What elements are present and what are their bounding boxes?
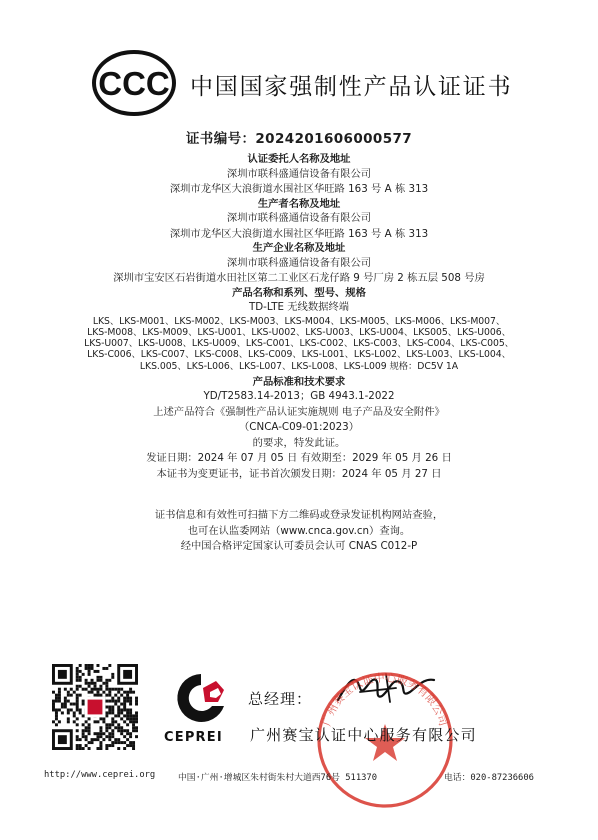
footer-website: http://www.ceprei.org — [44, 770, 156, 780]
conformity-closing: 的要求，特发此证。 — [252, 436, 346, 449]
footer-address: 中国·广州·增城区朱村街朱村大道西76号 511370 — [178, 773, 378, 783]
factory-name: 深圳市联科盛通信设备有限公司 — [226, 256, 372, 269]
ccc-mark-logo — [92, 50, 176, 116]
client-heading: 认证委托人名称及地址 — [247, 153, 351, 165]
certificate-header — [0, 50, 598, 120]
model-line: LKS.005、LKS-L006、LKS-L007、LKS-L008、LKS-L009 规格：DC5V 1A — [139, 360, 459, 372]
accreditation-line: 经中国合格评定国家认可委员会认可 CNAS C012-P — [180, 540, 418, 553]
model-line: LKS-M008、LKS-M009、LKS-U001、LKS-U002、LKS-U003、LKS-U004、LKS005、LKS-U006、 — [87, 326, 511, 338]
certificate-number: 证书编号：2024201606000577 — [185, 131, 413, 147]
general-manager-label: 总经理： — [248, 690, 313, 708]
manufacturer-address: 深圳市龙华区大浪街道水围社区华旺路 163 号 A 栋 313 — [169, 227, 429, 240]
manufacturer-name: 深圳市联科盛通信设备有限公司 — [226, 212, 372, 224]
model-line: LKS-C006、LKS-C007、LKS-C008、LKS-C009、LKS-L001、LKS-L002、LKS-L003、LKS-L004、 — [87, 349, 511, 361]
manufacturer-heading: 生产者名称及地址 — [257, 197, 341, 210]
ccc-logo-text: CCC — [98, 65, 170, 102]
product-name: TD-LTE 无线数据终端 — [248, 301, 350, 313]
seal-text: 广州赛宝认证中心服务有限公司 — [320, 671, 450, 728]
client-name: 深圳市联科盛通信设备有限公司 — [226, 167, 372, 180]
qr-code[interactable] — [52, 664, 138, 750]
model-list — [0, 316, 598, 372]
certificate-title: 中国国家强制性产品认证证书 — [190, 74, 513, 100]
model-line: LKS、LKS-M001、LKS-M002、LKS-M003、LKS-M004、LKS-M005、LKS-M006、LKS-M007、 — [92, 315, 506, 327]
factory-address: 深圳市宝安区石岩街道水田社区第二工业区石龙仔路 9 号厂房 2 栋五层 508 号房 — [113, 272, 485, 284]
ceprei-logo-icon — [166, 668, 236, 728]
standards-value: YD/T2583.14-2013；GB 4943.1-2022 — [203, 390, 395, 403]
standards-heading: 产品标准和技术要求 — [252, 375, 346, 388]
model-line: LKS-U007、LKS-U008、LKS-U009、LKS-C001、LKS-C002、LKS-C003、LKS-C004、LKS-C005、 — [84, 338, 514, 350]
product-heading: 产品名称和系列、型号、规格 — [232, 286, 366, 299]
ceprei-logo-text: CEPREI — [164, 730, 223, 745]
factory-heading: 生产企业名称及地址 — [252, 242, 346, 254]
conformity-rule-code: （CNCA-C09-01:2023） — [239, 421, 359, 434]
client-address: 深圳市龙华区大浪街道水围社区华旺路 163 号 A 栋 313 — [169, 183, 429, 195]
svg-text:广州赛宝认证中心服务有限公司 — [319, 670, 450, 727]
issuing-company-name: 广州赛宝认证中心服务有限公司 — [250, 726, 477, 744]
verification-website: 也可在认监委网站（www.cnca.gov.cn）查询。 — [187, 524, 411, 537]
conformity-line: 上述产品符合《强制性产品认证实施规则 电子产品及安全附件》 — [153, 405, 445, 418]
change-certificate-note: 本证书为变更证书，证书首次颁发日期：2024 年 05 月 27 日 — [156, 467, 442, 480]
certificate-body — [0, 126, 598, 555]
verification-note: 证书信息和有效性可扫描下方二维码或登录发证机构网站查验， — [154, 509, 444, 522]
issue-validity-dates: 发证日期：2024 年 07 月 05 日 有效期至：2029 年 05 月 26 日 — [146, 452, 452, 465]
footer-phone: 电话：020-87236606 — [444, 773, 534, 783]
